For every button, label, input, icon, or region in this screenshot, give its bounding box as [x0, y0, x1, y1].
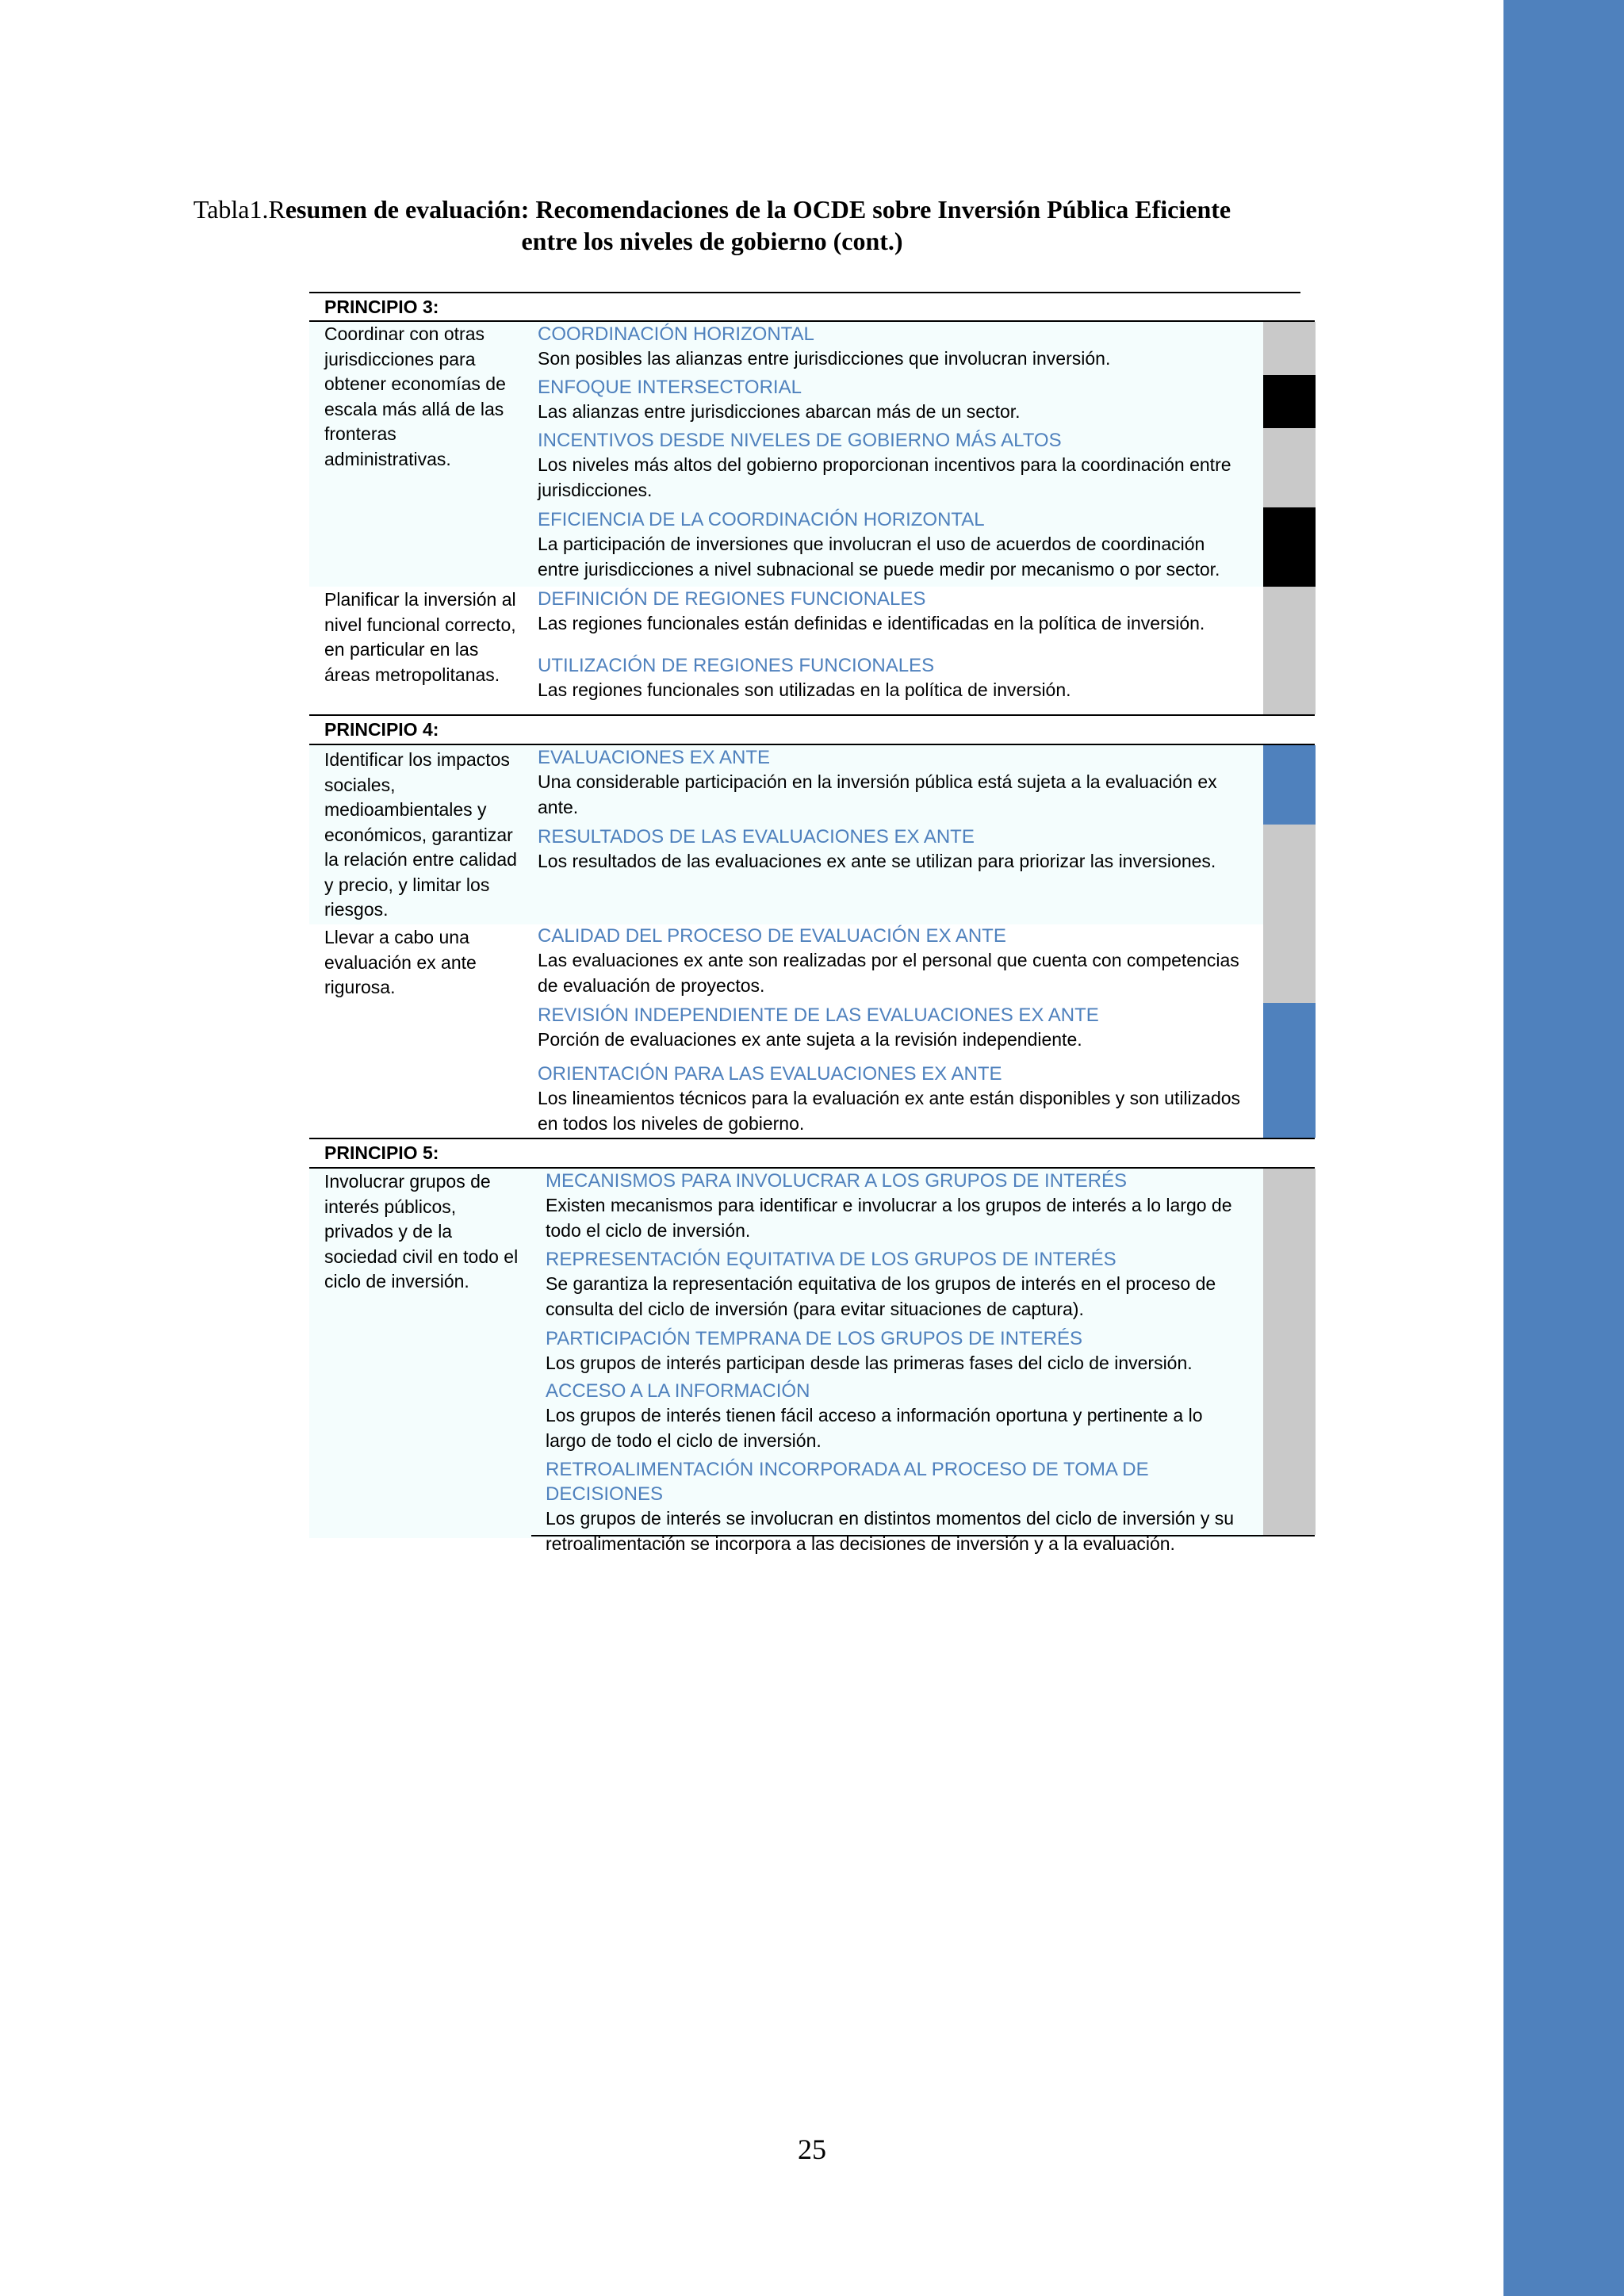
indicator: [546, 1457, 1247, 1556]
indicator: [546, 1247, 1247, 1322]
principle-heading: PRINCIPIO 5:: [324, 1142, 439, 1163]
indicator-description: Son posibles las alianzas entre jurisdicciones que involucran inversión.: [538, 348, 1111, 369]
indicator-heading: DEFINICIÓN DE REGIONES FUNCIONALES: [538, 588, 926, 610]
indicator: [538, 924, 1247, 998]
indicator-heading: PARTICIPACIÓN TEMPRANA DE LOS GRUPOS DE INTERÉS: [546, 1328, 1083, 1349]
page-number: 25: [798, 2133, 826, 2165]
table-title: [190, 193, 1234, 257]
indicator-description: Los grupos de interés se involucran en distintos momentos del ciclo de inversión y su retroalimentación se incorpora a las decisiones de inversión y a la evaluación.: [546, 1508, 1235, 1554]
indicator-heading: INCENTIVOS DESDE NIVELES DE GOBIERNO MÁS ALTOS: [538, 430, 1062, 451]
indicator-description: La participación de inversiones que involucran el uso de acuerdos de coordinación entre jurisdicciones a nivel subnacional se puede medir por mecanismo o por sector.: [538, 534, 1220, 580]
indicator-heading: ENFOQUE INTERSECTORIAL: [538, 377, 802, 398]
indicator-heading: ACCESO A LA INFORMACIÓN: [546, 1380, 810, 1402]
principle-objective: Planificar la inversión al nivel funcional correcto, en particular en las áreas metropolitanas.: [324, 589, 516, 685]
status-swatch: [1263, 375, 1316, 428]
indicator-description: Las regiones funcionales están definidas e identificadas en la política de inversión.: [538, 613, 1205, 633]
indicator-description: Los grupos de interés tienen fácil acceso a información oportuna y pertinente a lo largo de todo el ciclo de inversión.: [546, 1405, 1203, 1451]
table-rule: [309, 714, 1315, 716]
status-swatch: [1263, 587, 1316, 714]
principle-heading: PRINCIPIO 4:: [324, 719, 439, 740]
principle-heading: PRINCIPIO 3:: [324, 297, 439, 317]
indicator-description: Existen mecanismos para identificar e involucrar a los grupos de interés a lo largo de todo el ciclo de inversión.: [546, 1195, 1232, 1241]
indicator: [538, 587, 1247, 637]
indicator-heading: MECANISMOS PARA INVOLUCRAR A LOS GRUPOS DE INTERÉS: [546, 1170, 1128, 1192]
indicator: [538, 1062, 1247, 1136]
indicator-description: Se garantiza la representación equitativa de los grupos de interés en el proceso de consulta del ciclo de inversión (para evitar situaciones de captura).: [546, 1273, 1216, 1319]
table-rule: [309, 1138, 1315, 1139]
principle-objective: Llevar a cabo una evaluación ex ante rigurosa.: [324, 927, 477, 997]
indicator: [538, 653, 1247, 703]
indicator-description: Los resultados de las evaluaciones ex ante se utilizan para priorizar las inversiones.: [538, 851, 1216, 871]
indicator-heading: ORIENTACIÓN PARA LAS EVALUACIONES EX ANTE: [538, 1063, 1002, 1085]
indicator-description: Porción de evaluaciones ex ante sujeta a la revisión independiente.: [538, 1029, 1082, 1050]
indicator: [546, 1326, 1247, 1376]
indicator: [538, 745, 1247, 820]
status-swatch: [1263, 1003, 1316, 1138]
status-swatch: [1263, 745, 1316, 825]
indicator-heading: CALIDAD DEL PROCESO DE EVALUACIÓN EX ANTE: [538, 925, 1006, 947]
indicator-description: Los grupos de interés participan desde las primeras fases del ciclo de inversión.: [546, 1353, 1193, 1373]
indicator-heading: EVALUACIONES EX ANTE: [538, 747, 770, 768]
status-swatch: [1263, 322, 1316, 375]
indicator: [538, 375, 1247, 425]
indicator-description: Las evaluaciones ex ante son realizadas por el personal que cuenta con competencias de evaluación de proyectos.: [538, 950, 1239, 996]
status-swatch: [1263, 428, 1316, 507]
indicator-heading: COORDINACIÓN HORIZONTAL: [538, 323, 814, 345]
indicator-description: Los niveles más altos del gobierno proporcionan incentivos para la coordinación entre jurisdicciones.: [538, 454, 1231, 500]
indicator: [538, 322, 1247, 372]
indicator-description: Una considerable participación en la inversión pública está sujeta a la evaluación ex ante.: [538, 771, 1217, 817]
indicator-heading: EFICIENCIA DE LA COORDINACIÓN HORIZONTAL: [538, 509, 985, 530]
indicator: [546, 1169, 1247, 1243]
indicator-description: Los lineamientos técnicos para la evaluación ex ante están disponibles y son utilizados en todos los niveles de gobierno.: [538, 1088, 1241, 1134]
principle-objective: Involucrar grupos de interés públicos, privados y de la sociedad civil en todo el ciclo de inversión.: [324, 1171, 519, 1292]
principle-objective: Coordinar con otras jurisdicciones para obtener economías de escala más allá de las fronteras administrativas.: [324, 323, 506, 469]
indicator-heading: REVISIÓN INDEPENDIENTE DE LAS EVALUACIONES EX ANTE: [538, 1004, 1099, 1026]
indicator-heading: REPRESENTACIÓN EQUITATIVA DE LOS GRUPOS DE INTERÉS: [546, 1249, 1116, 1270]
indicator: [546, 1379, 1247, 1453]
table-title-prefix: Tabla1.R: [193, 195, 285, 224]
status-swatch: [1263, 1169, 1316, 1535]
indicator-description: Las alianzas entre jurisdicciones abarcan más de un sector.: [538, 401, 1021, 422]
indicator: [538, 428, 1247, 503]
table-rule: [309, 292, 1300, 293]
indicator-description: Las regiones funcionales son utilizadas en la política de inversión.: [538, 679, 1071, 700]
indicator: [538, 825, 1247, 874]
indicator: [538, 507, 1247, 582]
principle-objective: Identificar los impactos sociales, medioambientales y económicos, garantizar la relación entre calidad y precio, y limitar los riesgos.: [324, 749, 517, 920]
status-swatch: [1263, 825, 1316, 1003]
indicator: [538, 1003, 1247, 1053]
indicator-heading: RETROALIMENTACIÓN INCORPORADA AL PROCESO DE TOMA DE DECISIONES: [546, 1459, 1149, 1505]
page-side-bar: [1503, 0, 1624, 2296]
table-title-text: esumen de evaluación: Recomendaciones de la OCDE sobre Inversión Pública Eficiente entre los niveles de gobierno (cont.): [285, 195, 1231, 255]
indicator-heading: UTILIZACIÓN DE REGIONES FUNCIONALES: [538, 655, 935, 676]
assessment-table: [309, 292, 1315, 1554]
status-swatch: [1263, 507, 1316, 587]
indicator-heading: RESULTADOS DE LAS EVALUACIONES EX ANTE: [538, 826, 975, 848]
